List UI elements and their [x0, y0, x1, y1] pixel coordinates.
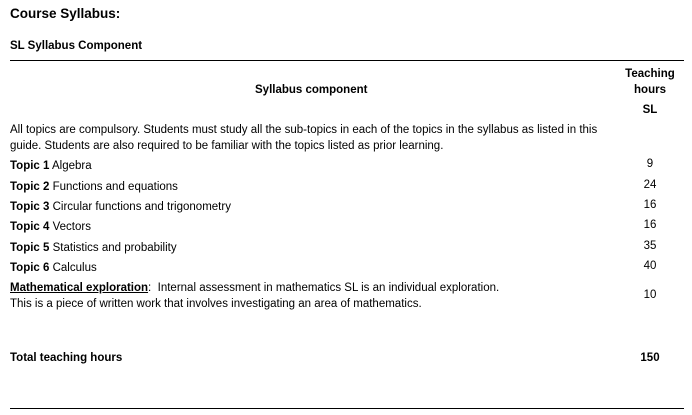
topic-label: Topic 4	[10, 221, 50, 233]
total-hours: 150	[640, 352, 660, 364]
exploration-text-line2: This is a piece of written work that involves investigating an area of mathematics.	[10, 298, 422, 310]
topic-name: Algebra	[51, 160, 92, 172]
hours-sl-subheader: SL	[642, 104, 658, 116]
intro-paragraph: All topics are compulsory. Students must study all the sub-topics in each of the topics in the syllabus as listed in this guide. Students are also required to be familiar with the topics listed as prior learning.	[10, 124, 598, 152]
topic-name: Statistics and probability	[52, 242, 177, 254]
topic-hours: 16	[643, 219, 657, 231]
component-column-header: Syllabus component	[255, 84, 368, 96]
course-title: Course Syllabus:	[10, 6, 121, 21]
topic-row	[10, 260, 610, 276]
topic-row	[10, 199, 610, 215]
topic-label: Topic 1	[10, 160, 50, 172]
topic-name: Calculus	[52, 262, 97, 274]
table-top-rule	[10, 60, 684, 61]
topic-hours: 24	[643, 179, 657, 191]
topic-hours: 40	[643, 260, 657, 272]
topic-name: Circular functions and trigonometry	[52, 201, 231, 213]
exploration-label: Mathematical exploration	[10, 282, 149, 294]
topic-hours: 16	[643, 199, 657, 211]
topic-hours: 9	[646, 158, 654, 170]
total-label: Total teaching hours	[10, 352, 123, 364]
exploration-text-line1: Internal assessment in mathematics SL is an individual exploration.	[157, 282, 500, 294]
exploration-hours: 10	[643, 289, 657, 301]
topic-name: Functions and equations	[52, 181, 178, 193]
topic-label: Topic 2	[10, 181, 50, 193]
topic-name: Vectors	[52, 221, 91, 233]
topic-row	[10, 219, 610, 235]
topic-row	[10, 179, 610, 195]
topic-label: Topic 5	[10, 242, 50, 254]
topic-row	[10, 240, 610, 256]
table-bottom-rule	[10, 408, 684, 409]
topic-hours: 35	[643, 240, 657, 252]
hours-column-header: Teaching hours	[625, 68, 675, 96]
exploration-separator: :	[148, 282, 152, 294]
topic-label: Topic 6	[10, 262, 50, 274]
section-title: SL Syllabus Component	[10, 40, 143, 52]
topic-label: Topic 3	[10, 201, 50, 213]
exploration-row	[10, 280, 610, 312]
topic-row	[10, 158, 610, 174]
